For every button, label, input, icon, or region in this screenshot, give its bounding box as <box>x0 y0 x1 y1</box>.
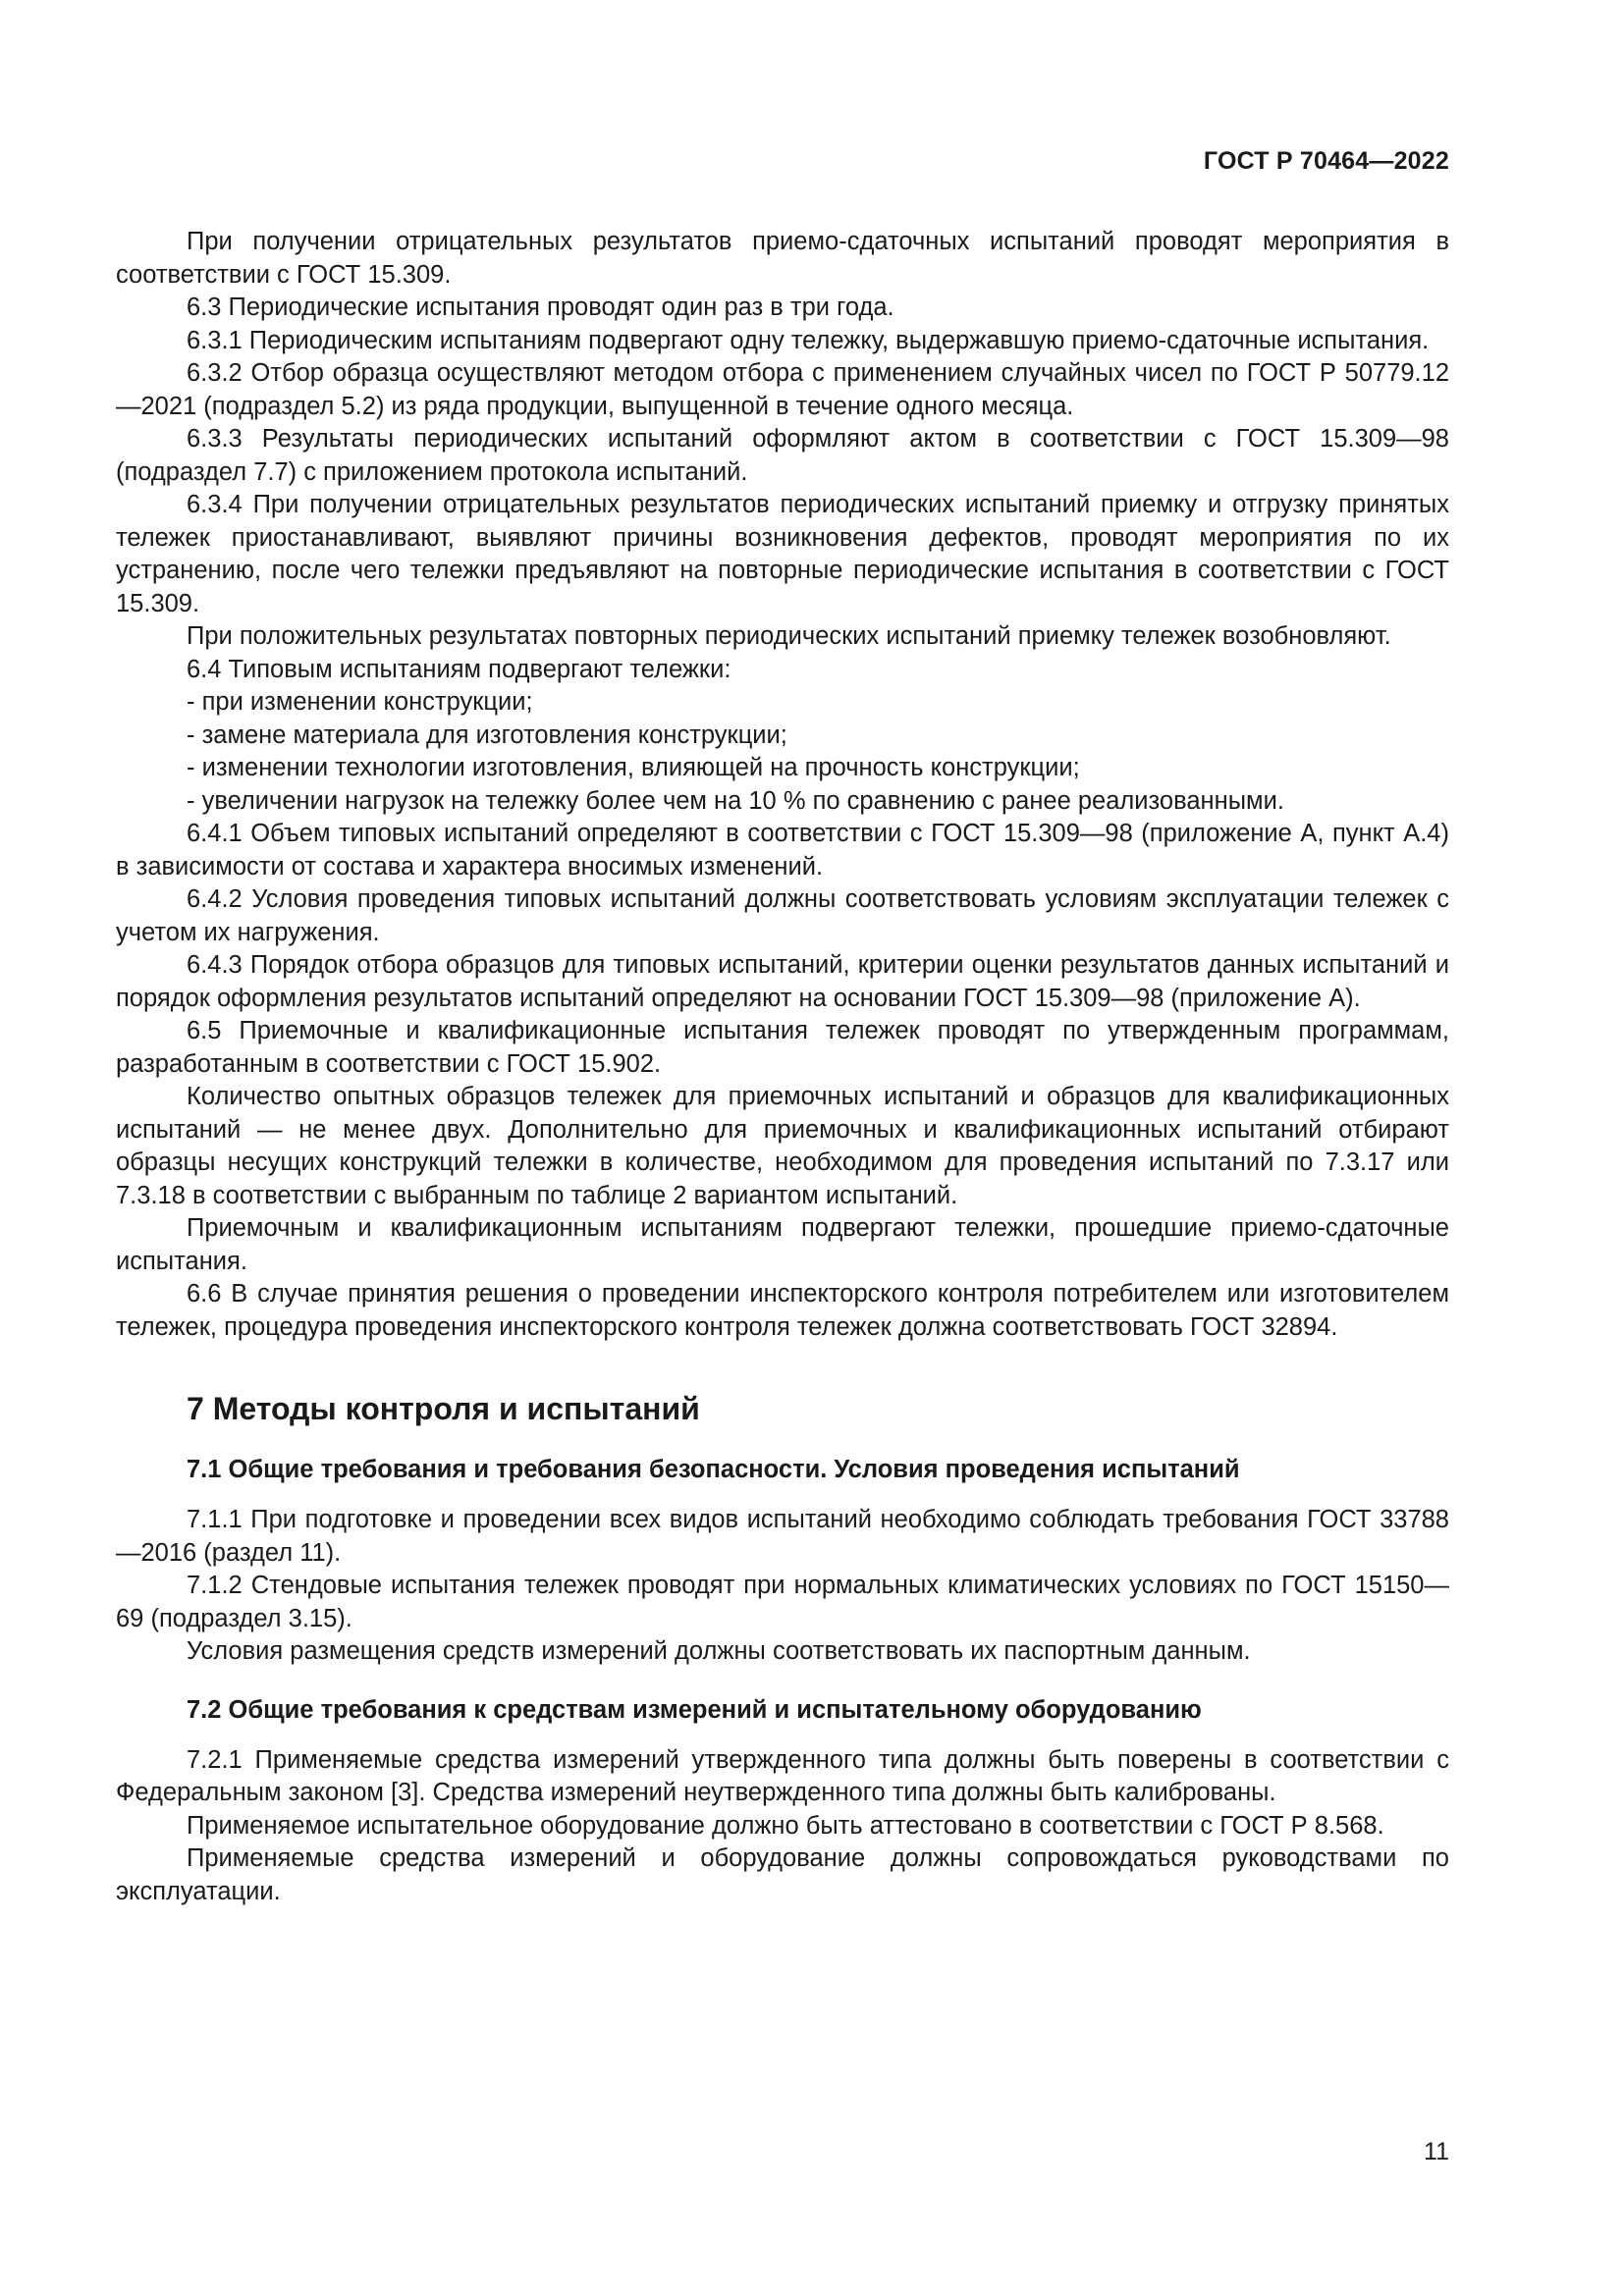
list-item: - при изменении конструкции; <box>187 688 533 716</box>
paragraph: 6.3.2 Отбор образца осуществляют методом отбора с применением случайных чисел по ГОСТ Р 50779.12—2021 (подраздел 5.2) из ряда продукции, выпущенной в течение одного месяца. <box>116 359 1449 420</box>
section-title: 7 Методы контроля и испытаний <box>187 1391 700 1426</box>
list-item: - замене материала для изготовления конструкции; <box>187 721 787 749</box>
document-body <box>116 226 1449 1908</box>
subsection-title: 7.2 Общие требования к средствам измерений и испытательному оборудованию <box>187 1695 1202 1724</box>
paragraph: При получении отрицательных результатов приемо-сдаточных испытаний проводят мероприятия в соответствии с ГОСТ 15.309. <box>116 228 1449 289</box>
paragraph: Применяемые средства измерений и оборудование должны сопровождаться руководствами по эксплуатации. <box>116 1844 1449 1905</box>
paragraph: 6.6 В случае принятия решения о проведении инспекторского контроля потребителем или изготовителем тележек, процедура проведения инспекторского контроля тележек должна соответствовать ГОСТ 32894. <box>116 1280 1449 1341</box>
paragraph: 6.4.3 Порядок отбора образцов для типовых испытаний, критерии оценки результатов данных испытаний и порядок оформления результатов испытаний определяют на основании ГОСТ 15.309—98 (приложение А). <box>116 951 1449 1012</box>
paragraph: Условия размещения средств измерений должны соответствовать их паспортным данным. <box>187 1637 1251 1665</box>
list-item: - изменении технологии изготовления, влияющей на прочность конструкции; <box>187 754 1080 781</box>
paragraph: 7.2.1 Применяемые средства измерений утвержденного типа должны быть поверены в соответствии с Федеральным законом [3]. Средства измерений неутвержденного типа должны быть калиброваны. <box>116 1745 1449 1806</box>
subsection-title: 7.1 Общие требования и требования безопасности. Условия проведения испытаний <box>187 1456 1240 1483</box>
page-number: 11 <box>1424 2138 1449 2165</box>
paragraph: 6.4 Типовым испытаниям подвергают тележки: <box>187 655 731 683</box>
paragraph: 6.3.1 Периодическим испытаниям подвергают одну тележку, выдержавшую приемо-сдаточные испытания. <box>187 326 1430 354</box>
paragraph: 7.1.2 Стендовые испытания тележек проводят при нормальных климатических условиях по ГОСТ 15150—69 (подраздел 3.15). <box>116 1572 1449 1632</box>
paragraph: 6.5 Приемочные и квалификационные испытания тележек проводят по утвержденным программам, разработанным в соответствии с ГОСТ 15.902. <box>116 1017 1449 1078</box>
paragraph: 6.4.1 Объем типовых испытаний определяют в соответствии с ГОСТ 15.309—98 (приложение А, пункт А.4) в зависимости от состава и характера вносимых изменений. <box>116 820 1449 881</box>
paragraph: 6.3 Периодические испытания проводят один раз в три года. <box>187 294 894 321</box>
paragraph: 7.1.1 При подготовке и проведении всех видов испытаний необходимо соблюдать требования ГОСТ 33788—2016 (раздел 11). <box>116 1506 1449 1567</box>
list-item: - увеличении нагрузок на тележку более чем на 10 % по сравнению с ранее реализованными. <box>187 786 1284 815</box>
paragraph: 6.3.4 При получении отрицательных результатов периодических испытаний приемку и отгрузку принятых тележек приостанавливают, выявляют причины возникновения дефектов, проводят мероприятия по их устранению, после чего тележки предъявляют на повторные периодические испытания в соответствии с ГОСТ 15.309. <box>116 491 1449 617</box>
paragraph: 6.3.3 Результаты периодических испытаний оформляют актом в соответствии с ГОСТ 15.309—98 (подраздел 7.7) с приложением протокола испытаний. <box>116 425 1449 486</box>
paragraph: Применяемое испытательное оборудование должно быть аттестовано в соответствии с ГОСТ Р 8.568. <box>187 1811 1384 1840</box>
paragraph: Приемочным и квалификационным испытаниям подвергают тележки, прошедшие приемо-сдаточные испытания. <box>116 1214 1449 1275</box>
standard-code-header: ГОСТ Р 70464—2022 <box>1203 147 1449 175</box>
paragraph: Количество опытных образцов тележек для приемочных испытаний и образцов для квалификационных испытаний — не менее двух. Дополнительно для приемочных и квалификационных испытаний отбирают образцы несущих конструкций тележки в количестве, необходимом для проведения испытаний по 7.3.17 или 7.3.18 в соответствии с выбранным по таблице 2 вариантом испытаний. <box>116 1083 1449 1209</box>
paragraph: При положительных результатах повторных периодических испытаний приемку тележек возобновляют. <box>187 622 1391 650</box>
paragraph: 6.4.2 Условия проведения типовых испытаний должны соответствовать условиям эксплуатации тележек с учетом их нагружения. <box>116 885 1449 946</box>
